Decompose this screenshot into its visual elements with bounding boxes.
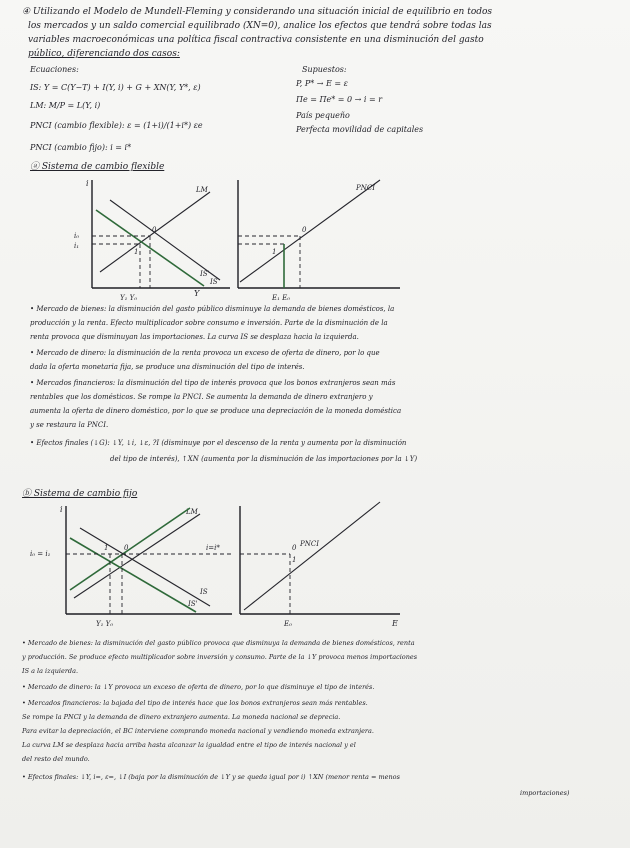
assumption-item: Πe = Πe* = 0 → i = r bbox=[296, 95, 383, 104]
axis-label-i: i bbox=[86, 179, 89, 188]
pnci-graph-fixed bbox=[240, 502, 400, 628]
note-line: • Mercado de bienes: la disminución del gasto público disminuye la demanda de bienes domésticos, la bbox=[30, 305, 395, 313]
note-line: importaciones) bbox=[520, 789, 570, 797]
is-lm-graph-flexible bbox=[74, 179, 230, 302]
note-line: y se restaura la PNCI. bbox=[30, 421, 109, 429]
pnci-point-0: 0 bbox=[292, 544, 297, 552]
pnci-point-0: 0 bbox=[302, 226, 307, 234]
note-line: La curva LM se desplaza hacia arriba hasta alcanzar la igualdad entre el tipo de interés nacional y el bbox=[22, 741, 356, 749]
axis-label-y: Y bbox=[194, 289, 200, 298]
note-line: • Efectos finales: ↓Y, i=, ε=, ↓I (baja por la disminución de ↓Y y se queda igual por i) ↑XN (menor renta = menos bbox=[22, 773, 400, 781]
equilibrium-point-1: 1 bbox=[134, 248, 139, 256]
equilibrium-point-0: 0 bbox=[152, 226, 157, 234]
note-line: aumenta la oferta de dinero doméstico, por lo que se produce una depreciación de la moneda doméstica bbox=[30, 407, 402, 415]
label-e0: E₀ bbox=[284, 620, 292, 628]
problem-line-1: ④ Utilizando el Modelo de Mundell-Fleming y considerando una situación inicial de equilibrio en todos bbox=[22, 7, 493, 17]
equilibrium-point-0: 0 bbox=[124, 544, 129, 552]
label-y-ticks: Y₁ Y₀ bbox=[120, 294, 138, 302]
is-label-shifted: IS' bbox=[188, 600, 198, 608]
pnci-flexible-equation: PNCI (cambio flexible): ε = (1+i)/(1+i*) εe bbox=[30, 121, 203, 130]
label-i0: i₀ bbox=[74, 232, 80, 240]
equations-heading: Ecuaciones: bbox=[30, 65, 79, 74]
note-line: renta provoca que disminuyan las importaciones. La curva IS se desplaza hacia la izquierda. bbox=[30, 333, 359, 341]
note-line: rentables que los domésticos. Se rompe la PNCI. Se aumenta la demanda de dinero extranjero y bbox=[30, 393, 373, 401]
pnci-graph-flexible bbox=[238, 180, 400, 302]
section-b-heading: ⓑ Sistema de cambio fijo bbox=[22, 489, 138, 499]
assumption-item: País pequeño bbox=[296, 111, 350, 120]
pnci-point-1: 1 bbox=[292, 556, 297, 564]
label-i1: i₁ bbox=[74, 242, 80, 250]
label-i0-equals-i1: i₀ = i₁ bbox=[30, 550, 51, 558]
assumptions-heading: Supuestos: bbox=[302, 65, 347, 74]
label-i-star: i=i* bbox=[206, 544, 220, 552]
note-line: y producción. Se produce efecto multiplicador sobre inversión y consumo. Parte de la ↓Y provoca menos importaciones bbox=[22, 653, 418, 661]
section-a-graphs bbox=[0, 172, 630, 302]
equilibrium-point-1: 1 bbox=[104, 544, 109, 552]
is-curve-initial bbox=[110, 200, 220, 280]
is-curve-shifted bbox=[70, 538, 196, 612]
lm-equation: LM: M/P = L(Y, i) bbox=[30, 101, 101, 110]
lm-label: LM bbox=[196, 186, 208, 194]
note-line: Para evitar la depreciación, el BC interviene comprando moneda nacional y vendiendo moneda extranjera. bbox=[22, 727, 374, 735]
note-line: • Mercados financieros: la bajada del tipo de interés hace que los bonos extranjeros sean más rentables. bbox=[22, 699, 368, 707]
section-b-graphs bbox=[0, 498, 630, 638]
axis-label-i: i bbox=[60, 505, 63, 514]
problem-line-3: variables macroeconómicas una política fiscal contractiva consistente en una disminución del gasto bbox=[28, 35, 484, 45]
is-label-initial: IS bbox=[200, 588, 208, 596]
note-line: • Mercado de bienes: la disminución del gasto público provoca que disminuya la demanda de bienes domésticos, renta bbox=[22, 639, 415, 647]
problem-line-4: público, diferenciando dos casos: bbox=[28, 49, 180, 59]
pnci-fixed-equation: PNCI (cambio fijo): i = i* bbox=[30, 143, 132, 152]
note-line: del resto del mundo. bbox=[22, 755, 90, 763]
is-label-shifted: IS' bbox=[200, 270, 210, 278]
note-line: • Mercado de dinero: la disminución de la renta provoca un exceso de oferta de dinero, por lo que bbox=[30, 349, 380, 357]
label-e-ticks: E₁ E₀ bbox=[272, 294, 291, 302]
lm-curve-initial bbox=[74, 514, 200, 598]
is-lm-graph-fixed bbox=[30, 505, 232, 628]
problem-line-2: los mercados y un saldo comercial equilibrado (XN=0), analice los efectos que tendrá sobre todas las bbox=[28, 21, 492, 31]
note-line: • Mercados financieros: la disminución del tipo de interés provoca que los bonos extranjeros sean más bbox=[30, 379, 396, 387]
note-line: • Mercado de dinero: la ↓Y provoca un exceso de oferta de dinero, por lo que disminuye el tipo de interés. bbox=[22, 683, 375, 691]
note-line: IS a la izquierda. bbox=[22, 667, 79, 675]
pnci-curve bbox=[240, 180, 380, 282]
note-line: producción y la renta. Efecto multiplicador sobre consumo e inversión. Parte de la disminución de la bbox=[30, 319, 388, 327]
pnci-label: PNCI bbox=[356, 184, 375, 192]
assumption-item: P, P* → E = ε bbox=[296, 79, 348, 88]
note-line: • Efectos finales (↓G): ↓Y, ↓i, ↓ε, ?I (disminuye por el descenso de la renta y aumenta por la disminución bbox=[30, 439, 407, 447]
axis-label-e: E bbox=[392, 619, 398, 628]
note-line: Se rompe la PNCI y la demanda de dinero extranjero aumenta. La moneda nacional se deprecia. bbox=[22, 713, 341, 721]
assumption-item: Perfecta movilidad de capitales bbox=[296, 125, 424, 134]
lm-label-initial: LM bbox=[186, 508, 198, 516]
pnci-curve bbox=[244, 502, 380, 610]
section-a-heading: ⓐ Sistema de cambio flexible bbox=[30, 162, 165, 172]
note-line: del tipo de interés), ↑XN (aumenta por la disminución de las importaciones por la ↓Y) bbox=[110, 455, 418, 463]
pnci-label: PNCI bbox=[300, 540, 319, 548]
is-equation: IS: Y = C(Y−T) + I(Y, i) + G + XN(Y, Y*, ε) bbox=[30, 83, 201, 92]
pnci-point-1: 1 bbox=[272, 248, 277, 256]
label-y-ticks: Y₁ Y₀ bbox=[96, 620, 114, 628]
note-line: dada la oferta monetaria fija, se produce una disminución del tipo de interés. bbox=[30, 363, 305, 371]
is-label-initial: IS bbox=[210, 278, 218, 286]
